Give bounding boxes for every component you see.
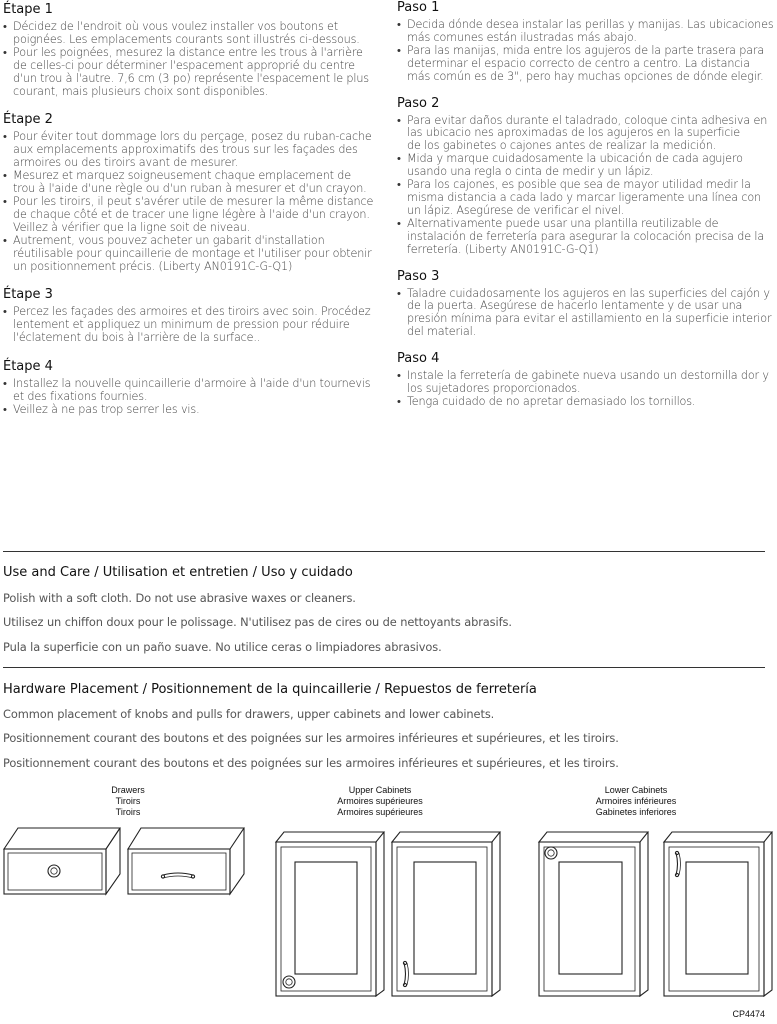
hardware-placement-diagram bbox=[0, 822, 777, 1002]
drawers-label bbox=[88, 785, 168, 818]
etape-3-list bbox=[3, 306, 375, 345]
paso-3-list bbox=[397, 288, 775, 340]
lower-label-es: Gabinetes inferiores bbox=[595, 807, 677, 817]
hardware-line-fr: Positionnement courant des boutons et des poignées sur les armoires inférieures et supérieures, et les tiroirs. bbox=[3, 731, 619, 745]
french-instructions bbox=[3, 0, 375, 417]
use-care-line-en: Polish with a soft cloth. Do not use abrasive waxes or cleaners. bbox=[3, 591, 356, 605]
paso-4-title: Paso 4 bbox=[397, 351, 440, 367]
list-item: • Alternativamente puede usar una plantilla reutilizable de instalación de ferretería para asegurar la colocación precisa de la ferretería. (Liberty AN0191C-G-Q1) bbox=[397, 218, 775, 257]
use-care-line-fr: Utilisez un chiffon doux pour le polissage. N'utilisez pas de cires ou de nettoyants abrasifs. bbox=[3, 615, 512, 629]
list-item: • Decida dónde desea instalar las perillas y manijas. Las ubicaciones más comunes están ilustradas más abajo. bbox=[397, 19, 775, 45]
use-care-line-es: Pula la superficie con un paño suave. No utilice ceras o limpiadores abrasivos. bbox=[3, 640, 442, 654]
etape-3-title: Étape 3 bbox=[3, 287, 53, 303]
paso-2-title: Paso 2 bbox=[397, 95, 440, 111]
list-item: • Percez les façades des armoires et des tiroirs avec soin. Procédez lentement et appliquez un minimum de pression pour réduire l'éclatement du bois à l'arrière de la surface.. bbox=[3, 306, 375, 345]
use-care-title: Use and Care / Utilisation et entretien / Uso y cuidado bbox=[3, 565, 353, 580]
etape-4-list bbox=[3, 378, 375, 417]
upper-cabinet-pull-illustration bbox=[392, 832, 500, 996]
lower-cabinets-label bbox=[576, 785, 696, 818]
list-item: • Mida y marque cuidadosamente la ubicación de cada agujero usando una regla o cinta de medir y un lápiz. bbox=[397, 153, 775, 179]
list-item: • Taladre cuidadosamente los agujeros en las superficies del cajón y de la puerta. Asegúrese de hacerlo lentamente y de usar una presión mínima para evitar el astillamiento en la superficie interior del material. bbox=[397, 288, 775, 340]
list-item: • Para los cajones, es posible que sea de mayor utilidad medir la misma distancia a cada lado y marcar ligeramente una línea con un lápiz. Asegúrese de verificar el nivel. bbox=[397, 179, 775, 218]
list-item: • Veillez à ne pas trop serrer les vis. bbox=[3, 404, 375, 417]
paso-1-list bbox=[397, 19, 775, 84]
etape-1-list bbox=[3, 21, 375, 98]
lower-cabinet-pull-illustration bbox=[664, 832, 772, 996]
list-item: • Autrement, vous pouvez acheter un gabarit d'installation réutilisable pour quincaillerie de montage et l'utiliser pour obtenir un positionnement précis. (Liberty AN0191C-G-Q1) bbox=[3, 235, 375, 274]
list-item: • Installez la nouvelle quincaillerie d'armoire à l'aide d'un tournevis et des fixations fournies. bbox=[3, 378, 375, 404]
paso-4-list bbox=[397, 370, 775, 409]
divider-middle bbox=[3, 667, 765, 668]
list-item: • Pour éviter tout dommage lors du perçage, posez du ruban-cache aux emplacements approximatifs des trous sur les façades des armoires ou des tiroirs avant de mesurer. bbox=[3, 131, 375, 170]
paso-3-title: Paso 3 bbox=[397, 268, 440, 284]
upper-cabinet-knob-illustration bbox=[276, 832, 384, 996]
etape-4-title: Étape 4 bbox=[3, 359, 53, 375]
lower-cabinet-knob-illustration bbox=[539, 832, 648, 996]
list-item: • Pour les tiroirs, il peut s'avérer utile de mesurer la même distance de chaque côté et de tracer une ligne légère à l'aide d'un crayon. Veillez à vérifier que la ligne soit de niveau. bbox=[3, 196, 375, 235]
drawers-label-fr: Tiroirs bbox=[115, 796, 141, 806]
list-item: • Instale la ferretería de gabinete nueva usando un destornilla dor y los sujetadores proporcionados. bbox=[397, 370, 775, 396]
list-item: • Para las manijas, mida entre los agujeros de la parte trasera para determinar el espacio correcto de centro a centro. La distancia más común es de 3", pero hay muchas opciones de dónde elegir. bbox=[397, 45, 775, 84]
paso-2-list bbox=[397, 115, 775, 257]
upper-cabinets-label bbox=[320, 785, 440, 818]
drawer-pull-illustration bbox=[128, 828, 244, 894]
drawers-label-es: Tiroirs bbox=[115, 807, 141, 817]
upper-label-en: Upper Cabinets bbox=[348, 785, 412, 795]
upper-label-es: Armoires supérieures bbox=[337, 807, 423, 817]
hardware-line-es: Positionnement courant des boutons et des poignées sur les armoires inférieures et supérieures, et les tiroirs. bbox=[3, 756, 619, 770]
lower-label-en: Lower Cabinets bbox=[604, 785, 668, 795]
spanish-instructions bbox=[397, 0, 775, 409]
list-item: • Para evitar daños durante el taladrado, coloque cinta adhesiva en las ubicacio nes aproximadas de los agujeros en la superficie de los gabinetes o cajones antes de realizar la medición. bbox=[397, 115, 775, 154]
list-item: • Décidez de l'endroit où vous voulez installer vos boutons et poignées. Les emplacements courants sont illustrés ci-dessous. bbox=[3, 21, 375, 47]
list-item: • Mesurez et marquez soigneusement chaque emplacement de trou à l'aide d'une règle ou d'un ruban à mesurer et d'un crayon. bbox=[3, 170, 375, 196]
list-item: • Tenga cuidado de no apretar demasiado los tornillos. bbox=[397, 396, 775, 409]
list-item: • Pour les poignées, mesurez la distance entre les trous à l'arrière de celles-ci pour déterminer l'espacement approprié du centre d'un trou à l'autre. 7,6 cm (3 po) représente l'espacement le plus courant, mais plusieurs choix sont disponibles. bbox=[3, 47, 375, 99]
paso-1-title: Paso 1 bbox=[397, 0, 440, 15]
upper-label-fr: Armoires supérieures bbox=[337, 796, 423, 806]
divider-top bbox=[3, 551, 765, 552]
drawer-knob-illustration bbox=[4, 828, 120, 894]
drawers-label-en: Drawers bbox=[111, 785, 145, 795]
etape-2-list bbox=[3, 131, 375, 273]
etape-1-title: Étape 1 bbox=[3, 2, 53, 17]
product-code: CP4474 bbox=[732, 1009, 765, 1019]
etape-2-title: Étape 2 bbox=[3, 112, 53, 128]
lower-label-fr: Armoires inférieures bbox=[595, 796, 677, 806]
hardware-line-en: Common placement of knobs and pulls for drawers, upper cabinets and lower cabinets. bbox=[3, 707, 495, 721]
hardware-title: Hardware Placement / Positionnement de la quincaillerie / Repuestos de ferretería bbox=[3, 682, 537, 697]
